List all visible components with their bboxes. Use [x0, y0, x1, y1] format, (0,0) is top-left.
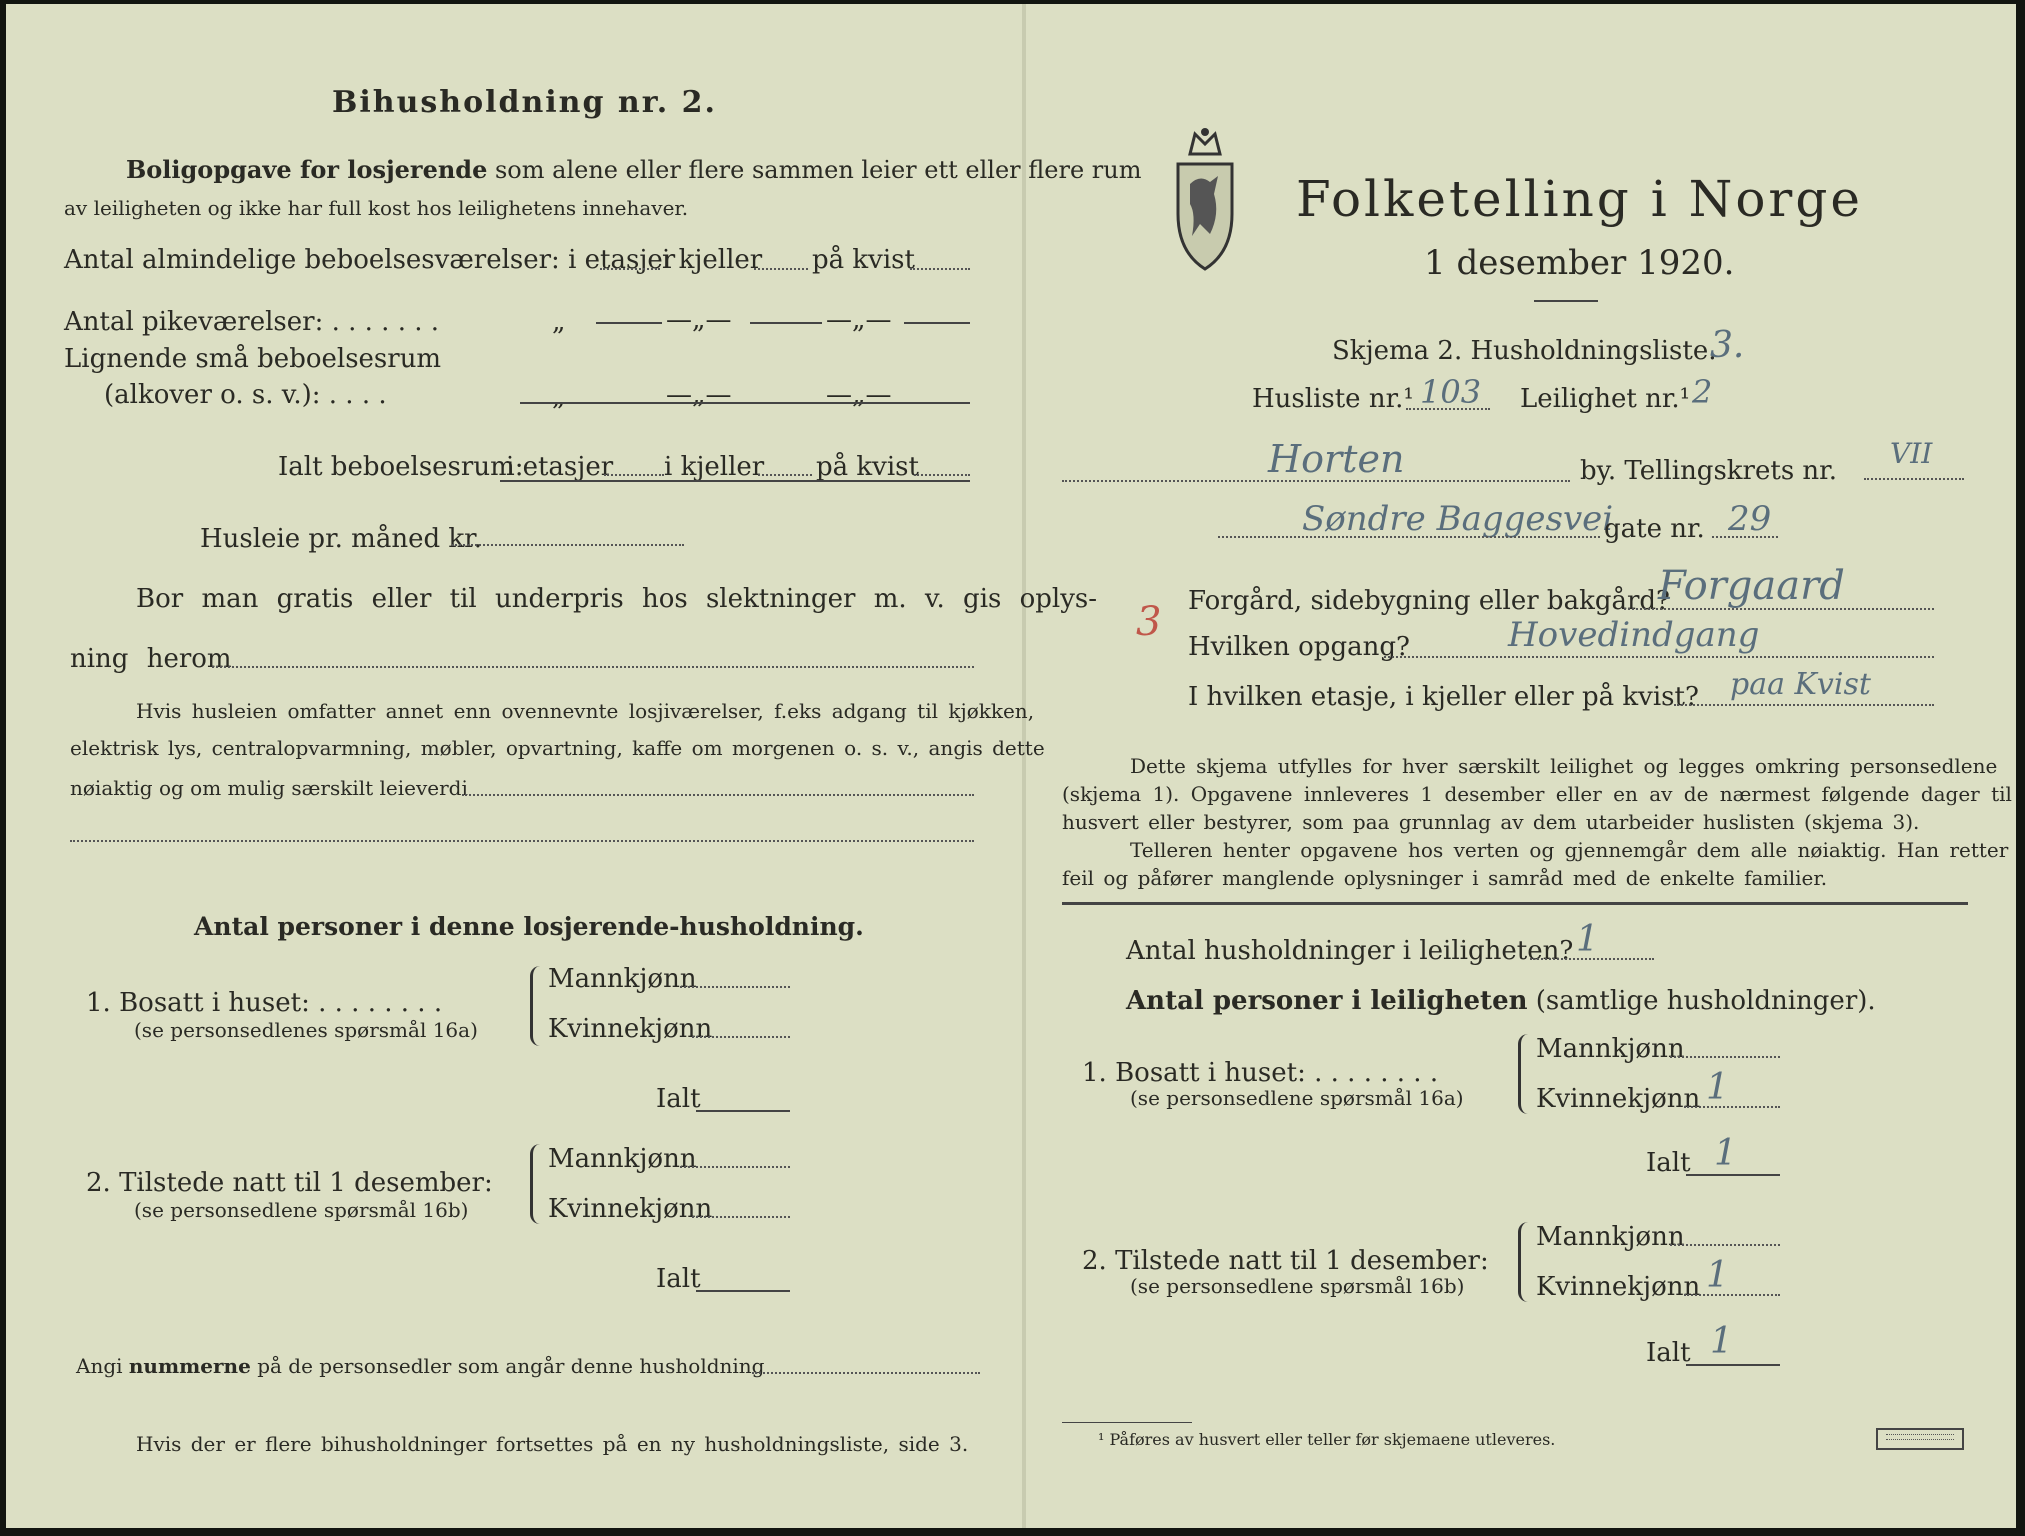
ditto-dash: —„— [666, 305, 732, 335]
city-hw: Horten [1268, 437, 1405, 481]
households-label: Antal husholdninger i leiligheten? [1126, 936, 1574, 966]
numbers-bold: nummerne [128, 1354, 251, 1378]
total-rooms-underline [500, 480, 970, 482]
right-title: Folketelling i Norge [1296, 170, 1863, 228]
krets-hw: VII [1890, 437, 1933, 470]
street-no-field[interactable] [1712, 536, 1778, 538]
q1-male-field[interactable] [680, 986, 790, 988]
husliste-label: Husliste nr.¹ [1252, 384, 1414, 414]
ditto-mark: „ [552, 382, 566, 412]
q2-male-field-right[interactable] [1670, 1244, 1780, 1246]
total-rooms-basement-field[interactable] [758, 474, 812, 476]
street-field[interactable] [1218, 536, 1600, 538]
q2-female-field[interactable] [692, 1216, 790, 1218]
footnote-rule [1062, 1422, 1192, 1423]
intro-rest: som alene eller flere sammen leier ett eller flere rum [494, 156, 1142, 184]
leilighet-hw: 2 [1692, 373, 1713, 411]
city-label: by. Tellingskrets nr. [1580, 456, 1838, 486]
rent-value-field[interactable] [462, 794, 974, 796]
q2-female-label-right: Kvinnekjønn [1536, 1272, 1701, 1302]
q2-label: 2. Tilstede natt til 1 desember: [86, 1168, 493, 1198]
q2-total-hw: 1 [1710, 1321, 1733, 1362]
instruction-3: husvert eller bestyrer, som paa grunnlag av dem utarbeider huslisten (skjema 3). [1062, 810, 1920, 834]
q2-brace-right [1518, 1222, 1533, 1302]
opgang-label: Hvilken opgang? [1188, 632, 1410, 662]
ditto-dash: —„— [826, 305, 892, 335]
maid-rooms-attic-field[interactable] [904, 322, 970, 324]
intro-line-1 [126, 155, 1142, 184]
households-hw: 1 [1576, 919, 1599, 960]
q1-total-label-right: Ialt [1646, 1148, 1691, 1178]
rent-label: Husleie pr. måned kr. [200, 524, 482, 554]
q1-female-label: Kvinnekjønn [548, 1014, 713, 1044]
q1-total-hw: 1 [1714, 1133, 1737, 1174]
rent-note-3: nøiaktig og om mulig særskilt leieverdi [70, 776, 468, 800]
total-rooms-floors-field[interactable] [604, 474, 664, 476]
free-text-2: ning herom [70, 644, 232, 674]
red-pencil-mark: 3 [1136, 599, 1162, 645]
street-no-hw: 29 [1728, 499, 1772, 539]
persons-heading-right [1126, 988, 1876, 1014]
street-hw: Søndre Baggesvei [1302, 499, 1614, 539]
left-title: Bihusholdning nr. 2. [332, 85, 717, 120]
households-field[interactable] [1530, 958, 1654, 960]
q2-note: (se personsedlene spørsmål 16b) [134, 1198, 469, 1222]
etasje-field[interactable] [1674, 704, 1934, 706]
total-rooms-attic-field[interactable] [914, 474, 970, 476]
norwegian-coat-of-arms-icon [1170, 124, 1240, 274]
q1-note-right: (se personsedlene spørsmål 16a) [1130, 1086, 1464, 1110]
section-divider [1062, 902, 1968, 905]
q2-total-label-right: Ialt [1646, 1338, 1691, 1368]
q2-brace [530, 1144, 545, 1224]
q2-label-right: 2. Tilstede natt til 1 desember: [1082, 1246, 1489, 1276]
rooms-attic-field[interactable] [910, 268, 970, 270]
q2-total-field[interactable] [696, 1290, 790, 1292]
husliste-field[interactable] [1406, 408, 1490, 410]
persons-heading-rest: (samtlige husholdninger). [1535, 986, 1876, 1016]
q1-brace [530, 966, 545, 1046]
leilighet-label: Leilighet nr.¹ [1520, 384, 1691, 414]
rent-field[interactable] [452, 544, 684, 546]
rooms-label: Antal almindelige beboelsesværelser: i etasjer [64, 245, 676, 275]
census-form [6, 4, 2016, 1528]
instruction-5: feil og påfører manglende oplysninger i samråd med de enkelte familier. [1062, 866, 1828, 890]
similar-rooms-label: Lignende små beboelsesrum [64, 344, 442, 374]
q1-total-field-right[interactable] [1686, 1174, 1780, 1176]
intro-line-2: av leiligheten og ikke har full kost hos leilighetens innehaver. [64, 196, 689, 220]
q2-male-label: Mannkjønn [548, 1144, 697, 1174]
ditto-dash: —„— [826, 380, 892, 410]
q2-female-field-right[interactable] [1684, 1294, 1780, 1296]
rooms-attic-label: på kvist [812, 245, 915, 275]
schema-label: Skjema 2. Husholdningsliste. [1332, 336, 1717, 366]
q2-female-label: Kvinnekjønn [548, 1194, 713, 1224]
total-rooms-attic-label: på kvist [816, 452, 919, 482]
persons-heading-bold: Antal personer i leiligheten [1126, 986, 1528, 1016]
krets-field[interactable] [1864, 478, 1964, 480]
footnote: ¹ Påføres av husvert eller teller før skjemaene utleveres. [1098, 1430, 1556, 1449]
total-rooms-basement-label: i kjeller [664, 452, 765, 482]
q1-female-label-right: Kvinnekjønn [1536, 1084, 1701, 1114]
q1-male-label-right: Mannkjønn [1536, 1034, 1685, 1064]
ditto-dash: —„— [666, 380, 732, 410]
q2-male-label-right: Mannkjønn [1536, 1222, 1685, 1252]
opgang-field[interactable] [1384, 656, 1934, 658]
census-date: 1 desember 1920. [1424, 243, 1735, 283]
page-fold [1022, 4, 1026, 1528]
q1-female-hw: 1 [1706, 1067, 1729, 1108]
schema-number-hw: 3. [1710, 325, 1745, 366]
left-footer: Hvis der er flere bihusholdninger fortsettes på en ny husholdningsliste, side 3. [136, 1432, 969, 1456]
title-rule [1534, 300, 1598, 302]
q1-total-field[interactable] [696, 1110, 790, 1112]
rooms-basement-field[interactable] [754, 268, 808, 270]
q1-brace-right [1518, 1034, 1533, 1114]
total-rooms-label: Ialt beboelsesrum: [278, 452, 524, 482]
q1-total-label: Ialt [656, 1084, 701, 1114]
q2-female-hw: 1 [1706, 1255, 1729, 1296]
similar-rooms-field[interactable] [520, 402, 970, 404]
forgaard-label: Forgård, sidebygning eller bakgård? [1188, 586, 1670, 616]
husliste-hw: 103 [1420, 373, 1482, 411]
opgang-hw: Hovedindgang [1508, 615, 1760, 655]
ditto-mark: „ [552, 307, 566, 337]
maid-rooms-label: Antal pikeværelser: . . . . . . . [64, 307, 440, 337]
q1-female-field[interactable] [692, 1036, 790, 1038]
maid-rooms-basement-field[interactable] [750, 322, 822, 324]
free-info-field[interactable] [212, 666, 974, 668]
etasje-label: I hvilken etasje, i kjeller eller på kvist? [1188, 682, 1699, 712]
rent-note-1: Hvis husleien omfatter annet enn ovennevnte losjiværelser, f.eks adgang til kjøkken, [136, 699, 1035, 723]
instruction-2: (skjema 1). Opgavene innleveres 1 desember eller en av de nærmest følgende dager til [1062, 782, 2012, 806]
rent-note-2: elektrisk lys, centralopvarmning, møbler, opvartning, kaffe om morgenen o. s. v., angis dette [70, 736, 1045, 760]
q2-male-field[interactable] [680, 1166, 790, 1168]
q1-label-right: 1. Bosatt i huset: . . . . . . . . [1082, 1058, 1439, 1088]
intro-bold: Boligopgave for losjerende [126, 155, 488, 184]
instruction-1: Dette skjema utfylles for hver særskilt leilighet og legges omkring personsedlene [1130, 754, 1998, 778]
free-text-1: Bor man gratis eller til underpris hos slektninger m. v. gis oplys- [136, 584, 1098, 614]
q1-note: (se personsedlenes spørsmål 16a) [134, 1018, 478, 1042]
numbers-line [76, 1356, 764, 1376]
q1-female-field-right[interactable] [1684, 1106, 1780, 1108]
rooms-floors-field[interactable] [600, 268, 660, 270]
q1-label: 1. Bosatt i huset: . . . . . . . . [86, 988, 443, 1018]
instruction-4: Telleren henter opgavene hos verten og gjennemgår dem alle nøiaktig. Han retter [1130, 838, 2009, 862]
street-label: gate nr. [1604, 514, 1705, 544]
numbers-field[interactable] [752, 1372, 980, 1374]
city-field[interactable] [1062, 480, 1570, 482]
numbers-rest: på de personsedler som angår denne husholdning [257, 1354, 765, 1378]
persons-heading: Antal personer i denne losjerende-husholdning. [194, 912, 864, 941]
printer-stamp-icon [1876, 1428, 1964, 1450]
similar-rooms-label-2: (alkover o. s. v.): . . . . [104, 380, 387, 410]
q2-note-right: (se personsedlene spørsmål 16b) [1130, 1274, 1465, 1298]
etasje-hw: paa Kvist [1730, 667, 1871, 702]
maid-rooms-floors-field[interactable] [596, 322, 662, 324]
total-rooms-floors-label: i etasjer [506, 452, 614, 482]
q1-male-label: Mannkjønn [548, 964, 697, 994]
rooms-basement-label: i kjeller [662, 245, 763, 275]
numbers-prefix: Angi [76, 1354, 123, 1378]
forgaard-hw: Forgaard [1658, 563, 1845, 609]
q2-total-label: Ialt [656, 1264, 701, 1294]
q1-male-field-right[interactable] [1670, 1056, 1780, 1058]
q2-total-field-right[interactable] [1686, 1364, 1780, 1366]
forgaard-field[interactable] [1624, 608, 1934, 610]
rent-value-field-2[interactable] [70, 840, 974, 842]
